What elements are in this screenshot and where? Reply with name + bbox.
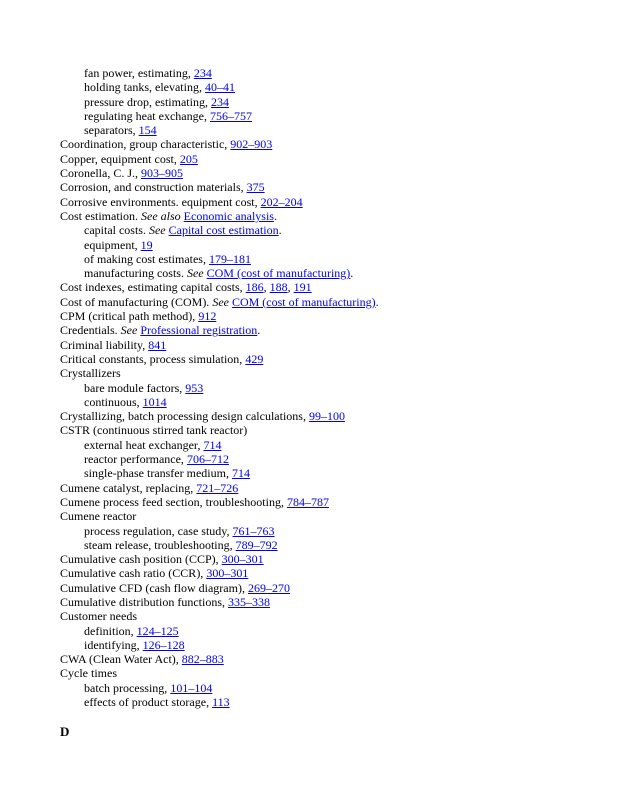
index-subentry [60,381,620,395]
page-reference-link[interactable]: 1014 [142,394,167,409]
entry-text: Crystallizers [60,366,121,381]
entry-text: single-phase transfer medium, [84,466,232,481]
entry-text: Cumulative cash ratio (CCR), [60,566,207,581]
index-subentry [60,452,620,466]
index-subentry [60,438,620,452]
index-entry [60,552,620,566]
index-entry [60,566,620,580]
entry-text: Corrosion, and construction materials, [60,180,247,195]
cross-reference-label: See [148,223,166,238]
entry-text: bare module factors, [84,380,186,395]
index-entry [60,152,620,166]
entry-text: fan power, estimating, [84,66,194,80]
page-reference-link[interactable]: 756–757 [209,108,252,123]
page-reference-link[interactable]: 124–125 [136,623,179,638]
index-subentry [60,395,620,409]
index-subentry [60,66,620,80]
page-reference-link[interactable]: 882–883 [181,652,224,667]
page-reference-link[interactable]: 761–763 [232,523,275,538]
page-reference-link[interactable]: 300–301 [221,552,264,567]
index-subentry [60,624,620,638]
entry-text: Customer needs [60,609,137,624]
entry-text: Credentials. [60,323,121,338]
entry-text: Coordination, group characteristic, [60,137,231,152]
entry-text: batch processing, [84,680,171,695]
index-entry [60,280,620,294]
page-reference-link[interactable]: 903–905 [141,166,183,181]
index-subentry [60,466,620,480]
page-reference-link[interactable]: 191 [293,280,312,295]
page-reference-link[interactable]: 126–128 [142,637,185,652]
page-reference-link[interactable]: COM (cost of manufacturing) [231,294,376,309]
entry-text: Cumene catalyst, replacing, [60,480,197,495]
entry-text: process regulation, case study, [84,523,233,538]
index-subentry [60,266,620,280]
page-reference-link[interactable]: 714 [231,466,250,481]
entry-text: effects of product storage, [84,695,213,710]
page-reference-link[interactable]: 375 [246,180,265,195]
page-reference-link[interactable]: Economic analysis [183,208,274,223]
index-entry-list [60,66,620,709]
index-entry [60,366,620,380]
page-reference-link[interactable]: 789–792 [235,537,278,552]
entry-text: separators, [84,123,139,138]
entry-text: . [278,223,282,238]
entry-text: Cumulative distribution functions, [60,594,228,609]
index-entry [60,137,620,151]
entry-text: of making cost estimates, [84,251,209,266]
index-entry [60,309,620,323]
cross-reference-label: See [120,323,138,338]
index-subentry [60,80,620,94]
index-subentry [60,95,620,109]
index-entry [60,195,620,209]
entry-text: external heat exchanger, [84,437,204,452]
index-subentry [60,109,620,123]
index-entry [60,652,620,666]
entry-text: . [375,294,379,309]
index-subentry [60,123,620,137]
page-reference-link[interactable]: 154 [138,123,157,138]
page-reference-link[interactable]: 429 [245,351,264,366]
entry-text: manufacturing costs. [84,266,187,281]
page-reference-link[interactable]: 113 [212,695,230,710]
entry-text: Copper, equipment cost, [60,151,180,166]
entry-text: reactor performance, [84,452,187,467]
index-entry [60,295,620,309]
entry-text: Corrosive environments. equipment cost, [60,194,261,209]
entry-text: . [257,323,261,338]
page-reference-link[interactable]: 40–41 [204,80,235,95]
section-letter-heading: D [60,724,70,739]
entry-text: , [287,280,294,295]
page-reference-link[interactable]: 186 [245,280,264,295]
index-subentry [60,638,620,652]
entry-text: . [350,266,354,281]
index-entry [60,352,620,366]
index-subentry [60,538,620,552]
page-reference-link[interactable]: 234 [193,66,212,80]
cross-reference-label: See [186,266,204,281]
index-entry [60,323,620,337]
entry-text: CSTR (continuous stirred tank reactor) [60,423,248,438]
page-reference-link[interactable]: 953 [185,380,204,395]
index-entry [60,180,620,194]
page-reference-link[interactable]: 721–726 [196,480,239,495]
index-entry [60,423,620,437]
page-reference-link[interactable]: 912 [198,309,217,324]
entry-text: steam release, troubleshooting, [84,537,236,552]
index-entry [60,166,620,180]
entry-text: . [273,208,277,223]
index-entry [60,495,620,509]
index-entry [60,409,620,423]
page-reference-link[interactable]: 202–204 [260,194,303,209]
page-reference-link[interactable]: 99–100 [308,409,345,424]
page-reference-link[interactable]: 784–787 [286,494,329,509]
entry-text: Critical constants, process simulation, [60,351,246,366]
page-reference-link[interactable]: 714 [203,437,222,452]
index-entry [60,338,620,352]
page-reference-link[interactable]: 188 [269,280,288,295]
entry-text: Cycle times [60,666,117,681]
page-reference-link[interactable]: Professional registration [140,323,258,338]
page-reference-link[interactable]: 300–301 [206,566,249,581]
index-entry [60,609,620,623]
index-entry [60,481,620,495]
entry-text: continuous, [84,394,143,409]
entry-text: Cost indexes, estimating capital costs, [60,280,246,295]
entry-text: capital costs. [84,223,149,238]
index-subentry [60,681,620,695]
index-entry [60,595,620,609]
entry-text: CWA (Clean Water Act), [60,652,182,667]
page-reference-link[interactable]: 205 [179,151,198,166]
entry-text: Coronella, C. J., [60,166,141,181]
page-reference-link[interactable]: 706–712 [186,452,229,467]
page-reference-link[interactable]: 269–270 [247,580,290,595]
index-entry [60,209,620,223]
cross-reference-label: See [212,294,229,309]
entry-text: holding tanks, elevating, [84,80,205,95]
index-entry [60,666,620,680]
entry-text: CPM (critical path method), [60,309,199,324]
entry-text: Cost estimation. [60,208,141,223]
entry-text: Cost of manufacturing (COM). [60,294,213,309]
entry-text: Cumulative cash position (CCP), [60,552,222,567]
page-reference-link[interactable]: COM (cost of manufacturing) [206,266,351,281]
index-entry [60,581,620,595]
index-entry [60,509,620,523]
page-reference-link[interactable]: 335–338 [228,594,270,609]
entry-text: equipment, [84,237,141,252]
page-reference-link[interactable]: 234 [210,94,229,109]
entry-text: Cumulative CFD (cash flow diagram), [60,580,248,595]
entry-text: Criminal liability, [60,337,149,352]
entry-text: regulating heat exchange, [84,108,210,123]
index-subentry [60,223,620,237]
page-reference-link[interactable]: 179–181 [208,251,251,266]
entry-text: , [263,280,270,295]
entry-text: identifying, [84,637,143,652]
page-reference-link[interactable]: 101–104 [170,680,213,695]
page-reference-link[interactable]: 841 [148,337,167,352]
cross-reference-label: See also [141,208,181,223]
index-subentry [60,524,620,538]
entry-text: definition, [84,623,137,638]
page-reference-link[interactable]: Capital cost estimation [168,223,279,238]
page-reference-link[interactable]: 902–903 [230,137,273,152]
entry-text: Cumene reactor [60,509,137,524]
entry-text: Cumene process feed section, troubleshooting, [60,494,287,509]
index-subentry [60,252,620,266]
entry-text: pressure drop, estimating, [84,94,211,109]
entry-text: Crystallizing, batch processing design calculations, [60,409,309,424]
page-reference-link[interactable]: 19 [140,237,153,252]
index-subentry [60,238,620,252]
index-subentry [60,695,620,709]
